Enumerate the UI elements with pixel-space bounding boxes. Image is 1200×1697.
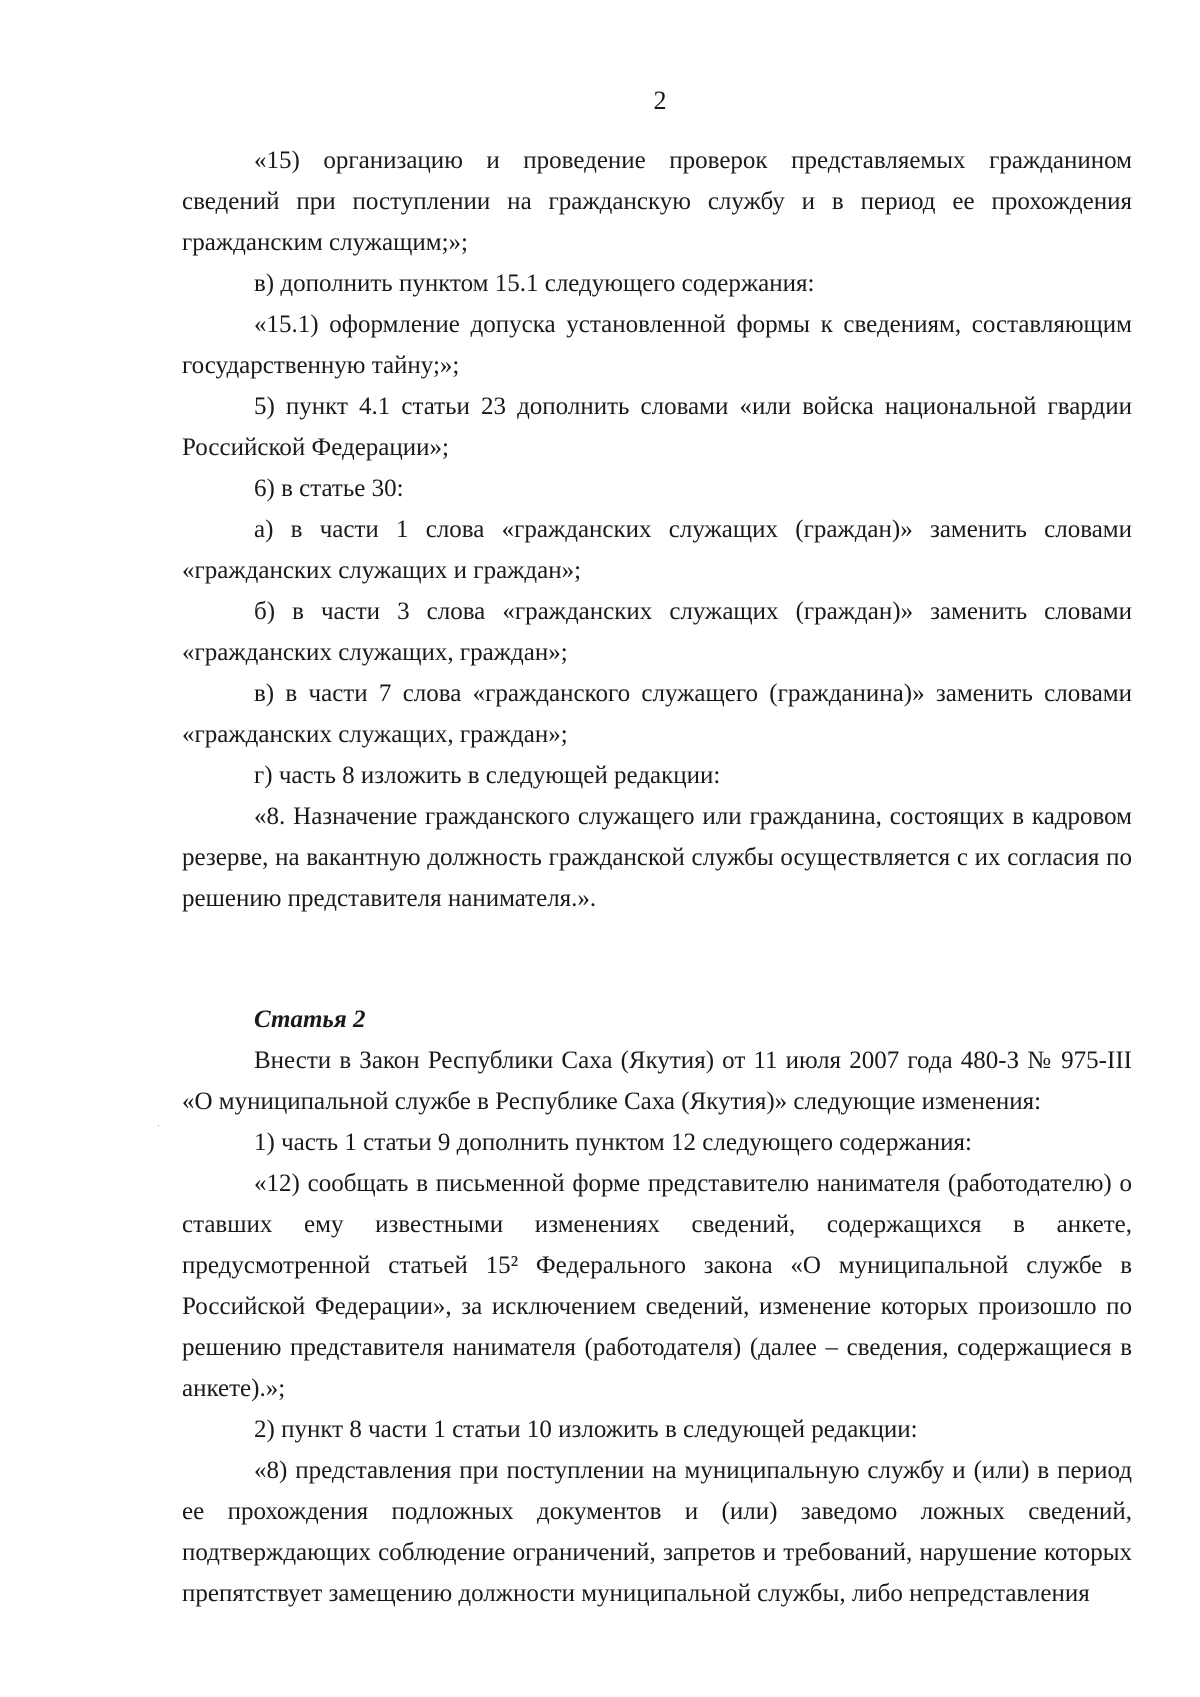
- paragraph-item-8: «8) представления при поступлении на муниципальную службу и (или) в период ее прохождения подложных документов и (или) заведомо ложных сведений, подтверждающих соблюдение ограничений, запретов и требований, нарушение которых препятствует замещению должности муниципальной службы, либо непредставления: [182, 1457, 1132, 1607]
- paragraph-article-10: 2) пункт 8 части 1 статьи 10 изложить в следующей редакции:: [254, 1416, 918, 1443]
- paragraph-part-1: а) в части 1 слова «гражданских служащих (граждан)» заменить словами «гражданских служащих и граждан»;: [182, 516, 1132, 584]
- paragraph-add-item-15-1: в) дополнить пунктом 15.1 следующего содержания:: [254, 270, 815, 297]
- paragraph-article-9: 1) часть 1 статьи 9 дополнить пунктом 12 следующего содержания:: [254, 1129, 972, 1156]
- paragraph-item-15: «15) организацию и проведение проверок представляемых гражданином сведений при поступлении на гражданскую службу и в период ее прохождения гражданским служащим;»;: [182, 147, 1132, 256]
- document-body: [182, 140, 1132, 1614]
- paragraph-part-3: б) в части 3 слова «гражданских служащих (граждан)» заменить словами «гражданских служащих, граждан»;: [182, 598, 1132, 666]
- paragraph-part-7: в) в части 7 слова «гражданского служащего (гражданина)» заменить словами «гражданских служащих, граждан»;: [182, 680, 1132, 748]
- scan-artifact: [158, 1125, 159, 1126]
- paragraph-item-15-1: «15.1) оформление допуска установленной формы к сведениям, составляющим государственную тайну;»;: [182, 311, 1132, 379]
- paragraph-amend-law: Внести в Закон Республики Саха (Якутия) от 11 июля 2007 года 480-З № 975-III «О муниципальной службе в Республике Саха (Якутия)» следующие изменения:: [182, 1047, 1132, 1115]
- paragraph-item-12: «12) сообщать в письменной форме представителю нанимателя (работодателю) о ставших ему известными изменениях сведений, содержащихся в анкете, предусмотренной статьей 15² Федерального закона «О муниципальной службе в Российской Федерации», за исключением сведений, изменение которых произошло по решению представителя нанимателя (работодателя) (далее – сведения, содержащиеся в анкете).»;: [182, 1170, 1132, 1402]
- paragraph-part-8-text: «8. Назначение гражданского служащего или гражданина, состоящих в кадровом резерве, на вакантную должность гражданской службы осуществляется с их согласия по решению представителя нанимателя.».: [182, 803, 1132, 912]
- paragraph-article-30: 6) в статье 30:: [254, 475, 404, 502]
- article-heading: Статья 2: [254, 1006, 366, 1033]
- paragraph-part-8-intro: г) часть 8 изложить в следующей редакции:: [254, 762, 721, 789]
- page-number: 2: [653, 86, 667, 115]
- paragraph-article-23: 5) пункт 4.1 статьи 23 дополнить словами «или войска национальной гвардии Российской Федерации»;: [182, 393, 1132, 461]
